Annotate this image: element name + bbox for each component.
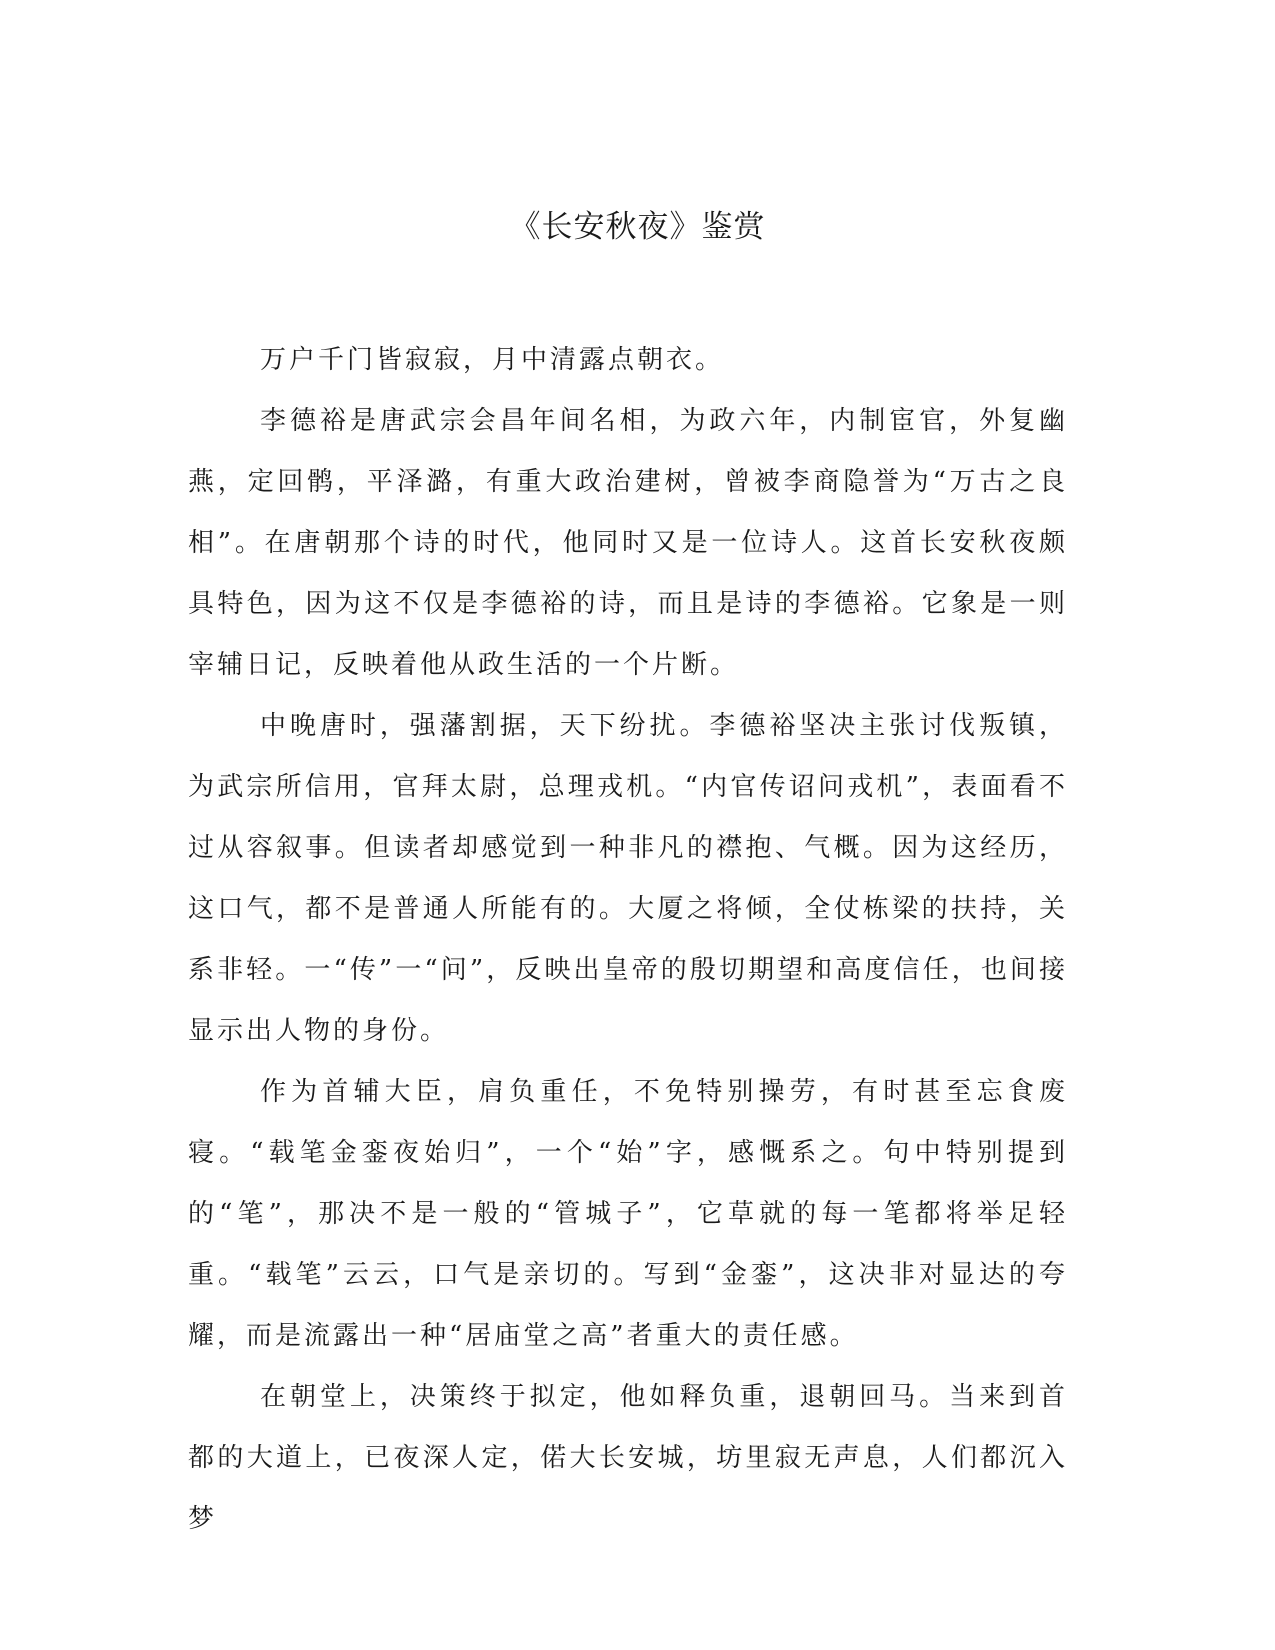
paragraph-responsibility: 作为首辅大臣，肩负重任，不免特别操劳，有时甚至忘食废寝。“载笔金銮夜始归”，一个“始”字，感慨系之。句中特别提到的“笔”，那决不是一般的“管城子”，它草就的每一笔都将举足轻重。“载笔”云云，口气是亲切的。写到“金銮”，这决非对显达的夸耀，而是流露出一种“居庙堂之高”者重大的责任感。: [188, 1077, 1068, 1351]
paragraph-poem-line: 万户千门皆寂寂，月中清露点朝衣。: [260, 345, 725, 375]
paragraph-return: 在朝堂上，决策终于拟定，他如释负重，退朝回马。当来到首都的大道上，已夜深人定，偌大长安城，坊里寂无声息，人们都沉入梦: [188, 1382, 1068, 1534]
document-body: [188, 330, 1068, 1550]
document-title: 《长安秋夜》鉴赏: [509, 209, 766, 245]
paragraph-background: 中晚唐时，强藩割据，天下纷扰。李德裕坚决主张讨伐叛镇，为武宗所信用，官拜太尉，总理戎机。“内官传诏问戎机”，表面看不过从容叙事。但读者却感觉到一种非凡的襟抱、气概。因为这经历，这口气，都不是普通人所能有的。大厦之将倾，全仗栋梁的扶持，关系非轻。一“传”一“问”，反映出皇帝的殷切期望和高度信任，也间接显示出人物的身份。: [188, 711, 1068, 1046]
paragraph-intro: 李德裕是唐武宗会昌年间名相，为政六年，内制宦官，外复幽燕，定回鹘，平泽潞，有重大政治建树，曾被李商隐誉为“万古之良相”。在唐朝那个诗的时代，他同时又是一位诗人。这首长安秋夜颇具特色，因为这不仅是李德裕的诗，而且是诗的李德裕。它象是一则宰辅日记，反映着他从政生活的一个片断。: [188, 406, 1068, 680]
